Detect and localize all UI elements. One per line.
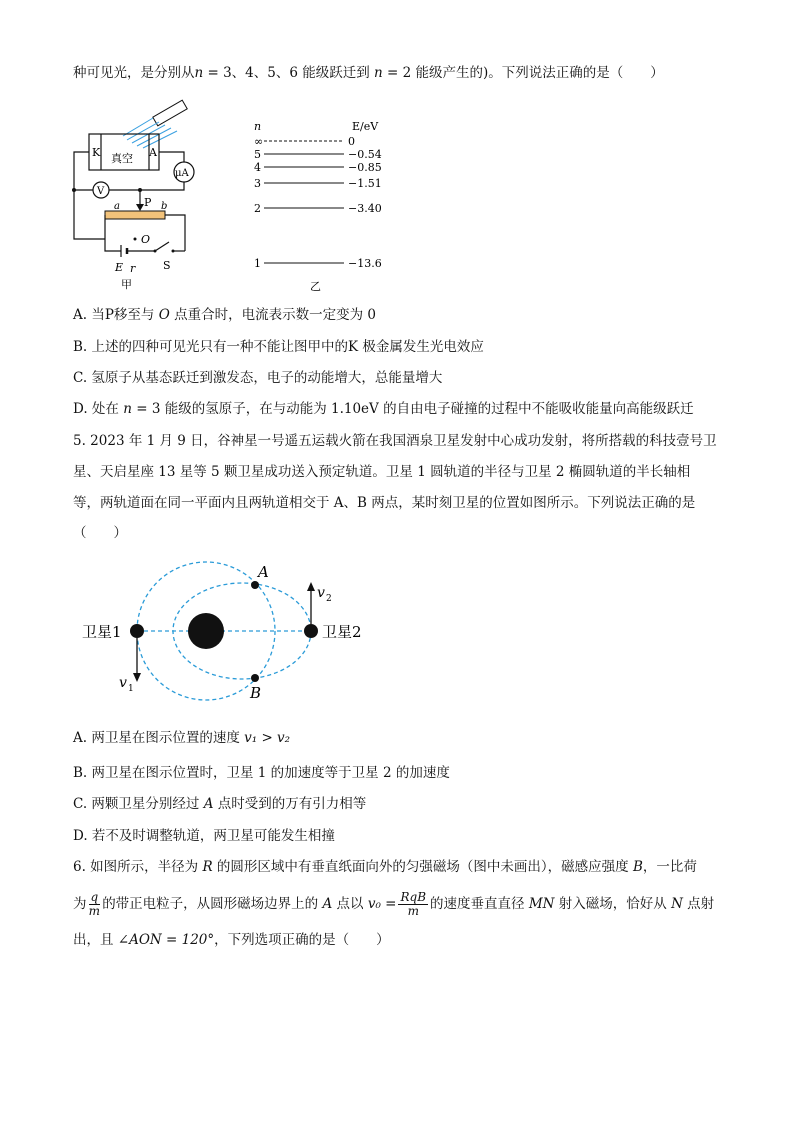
central-body [188,613,224,649]
q6-line-3 [73,931,390,949]
figure-jia-caption: 甲 [121,278,132,291]
figure-yi-caption: 乙 [310,280,321,293]
q5-option-c-a: A [203,796,214,812]
q4-option-a-o: O [158,307,170,323]
q6-line-1-pre: 6. 如图所示，半径为 [73,859,203,875]
q6-angle: ∠AON = 120° [117,932,215,948]
q6-radius: R [202,859,213,875]
midpoint-o-label: O [141,233,151,246]
q4-option-d-n: n [123,401,132,417]
cathode-label: K [92,146,101,159]
intersection-b [251,674,259,682]
slider-p-label: P [144,196,152,209]
light-source-icon [123,100,187,148]
level-n-label: ∞ [254,135,264,148]
q6-line-2-mid: 的带正电粒子，从圆形磁场边界上的 [102,896,323,912]
q5-line-3: 等，两轨道面在同一平面内且两轨道相交于 A、B 两点，某时刻卫星的位置如图所示。下列说法正确的是 [73,495,696,511]
point-a-label: A [258,563,269,581]
resistance-label: r [130,262,136,275]
level-n-label: 3 [254,177,261,190]
satellite-1 [130,624,144,638]
level-energy-label: −1.51 [348,177,382,190]
anode-label: A [149,146,157,159]
q6-line-3-post: ，下列选项正确的是（ ） [214,932,390,948]
level-energy-label: −0.54 [348,148,382,161]
n-axis-label: n [254,120,262,133]
q5-option-a-math: v₁ > v₂ [244,730,291,746]
q4-option-a-pre: A. 当P移至与 [73,307,159,323]
q6-mn: MN [528,896,555,912]
q4-intro-n2: n [374,65,383,81]
q5-option-c-post: 点时受到的万有引力相等 [213,796,367,812]
q6-line-3-pre: 出，且 [73,932,118,948]
level-energy-label: −3.40 [348,202,382,215]
q5-line-4: （ ） [73,525,127,541]
q6-line-2-post: 点射 [682,896,715,912]
q4-option-b: B. 上述的四种可见光只有一种不能让图甲中的K 极金属发生光电效应 [73,339,484,355]
level-energy-label: 0 [348,135,355,148]
rheostat-b-label: b [161,201,168,212]
photoelectric-circuit-figure [65,96,230,296]
voltmeter-label: V [97,186,105,197]
energy-levels [254,135,382,270]
q4-option-d-pre: D. 处在 [73,401,124,417]
switch-label: S [163,259,171,272]
q4-intro [73,64,664,82]
frac2-den: m [407,904,419,918]
q4-intro-eq: = 3、4、5、6 能级跃迁到 [203,65,375,81]
q4-intro-end: = 2 能级产生的)。下列说法正确的是（ ） [382,65,664,81]
satellite-1-label: 卫星1 [82,623,122,641]
q6-line-1-post: ，一比荷 [642,859,697,875]
q5-option-d: D. 若不及时调整轨道，两卫星可能发生相撞 [73,828,335,844]
rheostat [105,211,165,219]
satellite-2 [304,624,318,638]
level-energy-label: −13.6 [348,257,382,270]
q4-option-c: C. 氢原子从基态跃迁到激发态，电子的动能增大，总能量增大 [73,370,443,386]
switch [155,242,169,251]
q5-line-2: 星、天启星座 13 星等 5 颗卫星成功送入预定轨道。卫星 1 圆轨道的半径与卫星 2 椭圆轨道的半长轴相 [73,464,691,480]
level-n-label: 1 [254,257,261,270]
q4-option-d-post: = 3 能级的氢原子，在与动能为 1.10eV 的自由电子碰撞的过程中不能吸收能量向高能级跃迁 [131,401,694,417]
velocity-fraction [398,891,428,918]
rheostat-a-label: a [114,201,120,212]
q5-option-a-pre: A. 两卫星在图示位置的速度 [73,730,245,746]
level-n-label: 5 [254,148,261,161]
q5-option-a [73,729,290,747]
emf-label: E [115,261,124,274]
satellite-orbit-figure [75,555,385,705]
q5-option-c-pre: C. 两颗卫星分别经过 [73,796,204,812]
q4-option-a-post: 点重合时，电流表示数一定变为 0 [169,307,376,323]
v1-label: v [119,675,127,691]
q4-option-d [73,400,694,418]
frac1-den: m [88,904,101,918]
q6-line-2-mid3: 的速度垂直直径 [430,896,529,912]
frac2-num: RqB [400,890,427,904]
q6-line-2 [73,890,714,918]
q5-line-1: 5. 2023 年 1 月 9 日，谷神星一号遥五运载火箭在我国酒泉卫星发射中心成功发射，将所搭载的科技壹号卫 [73,433,717,449]
q6-line-2-mid2: 点以 [332,896,368,912]
q6-line-1-mid: 的圆形区域中有垂直纸面向外的匀强磁场（图中未画出），磁感应强度 [212,859,633,875]
q4-intro-text: 种可见光，是分别从 [73,65,195,81]
microammeter-label: μA [175,168,189,179]
q4-option-a [73,306,376,324]
q6-line-1 [73,858,697,876]
q6-point-n: N [671,896,683,912]
v2-label: v [317,585,325,601]
vacuum-label: 真空 [111,152,133,165]
level-n-label: 4 [254,161,261,174]
point-b-label: B [250,684,262,702]
level-energy-label: −0.85 [348,161,382,174]
energy-axis-label: E/eV [352,120,379,133]
level-n-label: 2 [254,202,261,215]
v2-subscript: 2 [326,594,332,604]
frac1-num: q [90,890,99,904]
energy-level-figure [248,116,398,296]
q6-point-a: A [322,896,333,912]
q6-line-2-mid4: 射入磁场，恰好从 [554,896,672,912]
q5-option-c [73,795,366,813]
q4-intro-n: n [194,65,204,81]
intersection-a [251,581,259,589]
q6-line-2-pre: 为 [73,896,87,912]
q5-option-b: B. 两卫星在图示位置时，卫星 1 的加速度等于卫星 2 的加速度 [73,765,450,781]
q6-v0: v₀ = [367,896,397,912]
satellite-2-label: 卫星2 [322,623,362,641]
q6-field: B [632,859,643,875]
v1-subscript: 1 [128,684,134,694]
charge-mass-fraction [89,891,101,918]
